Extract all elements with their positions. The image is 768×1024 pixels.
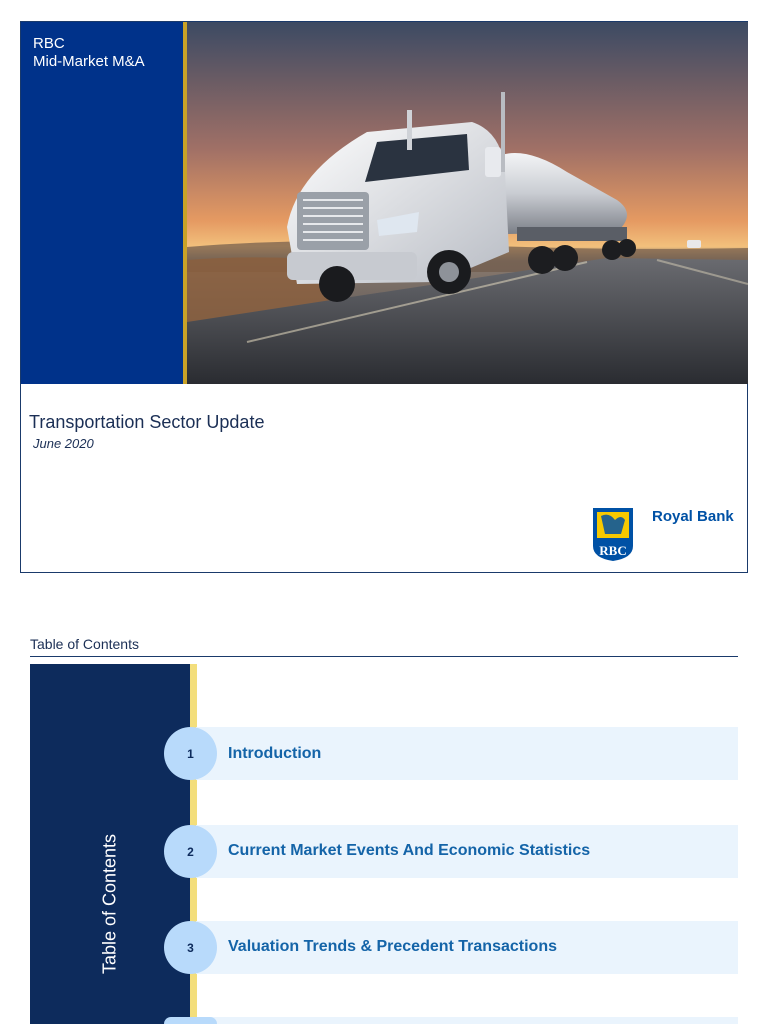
cover-date: June 2020 (33, 436, 94, 451)
toc-heading: Table of Contents (30, 636, 139, 652)
cover-slide (20, 21, 748, 573)
hero-truck-image (187, 22, 748, 384)
toc-sidebar-label: Table of Contents (99, 833, 120, 975)
cover-sidebar (21, 22, 183, 384)
royal-bank-wordmark: Royal Bank (652, 508, 734, 525)
brand-line-mid-market: Mid-Market M&A (33, 53, 145, 70)
brand-line-rbc: RBC (33, 35, 65, 52)
cover-brand (33, 35, 145, 71)
cover-title: Transportation Sector Update (29, 412, 265, 432)
toc-item-label-3[interactable]: Valuation Trends & Precedent Transactions (228, 938, 557, 955)
toc-item-label-1[interactable]: Introduction (228, 745, 322, 762)
rbc-logo-text: RBC (599, 543, 627, 558)
toc-item-label-2[interactable]: Current Market Events And Economic Statistics (228, 842, 591, 859)
toc-item-number-4 (164, 1017, 217, 1024)
toc-item-band-4[interactable] (196, 1017, 738, 1024)
toc-heading-rule (30, 656, 738, 657)
rbc-shield-logo (591, 506, 635, 567)
toc-item-number-1: 1 (164, 727, 217, 780)
toc-item-number-2: 2 (164, 825, 217, 878)
toc-item-number-3: 3 (164, 921, 217, 974)
